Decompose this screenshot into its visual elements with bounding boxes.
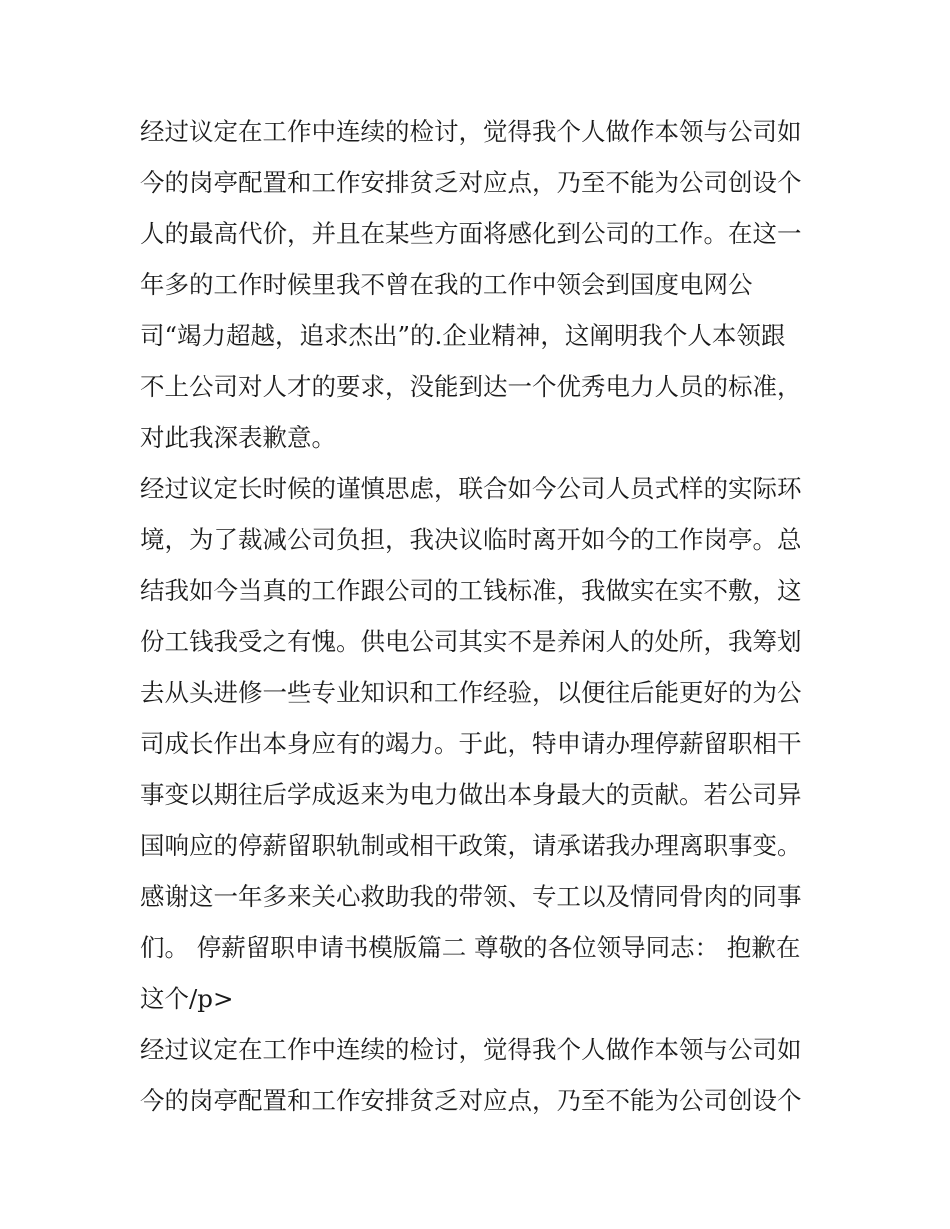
text-line: 感谢这一年多来关心救助我的带领、专工以及情同骨肉的同事 [140,882,802,911]
text-line: 不上公司对人才的要求，没能到达一个优秀电力人员的标准， [140,372,802,401]
text-line: 人的最高代价，并且在某些方面将感化到公司的工作。在这一 [140,219,802,248]
text-line: 经过议定在工作中连续的检讨，觉得我个人做作本领与公司如 [140,117,802,146]
text-line: 结我如今当真的工作跟公司的工钱标准，我做实在实不敷，这 [140,576,802,605]
text-line: 经过议定在工作中连续的检讨，觉得我个人做作本领与公司如 [140,1035,802,1064]
text-line: 们。 停薪留职申请书模版篇二 尊敬的各位领导同志： 抱歉在 [140,933,801,962]
text-line: 年多的工作时候里我不曾在我的工作中领会到国度电网公 [140,270,753,299]
text-line: 经过议定长时候的谨慎思虑，联合如今公司人员式样的实际环 [140,474,802,503]
text-line: 境，为了裁减公司负担，我决议临时离开如今的工作岗亭。总 [140,525,802,554]
text-line: 事变以期往后学成返来为电力做出本身最大的贡献。若公司异 [140,780,802,809]
text-line: 今的岗亭配置和工作安排贫乏对应点，乃至不能为公司创设个 [140,1086,802,1115]
text-line: 国响应的停薪留职轨制或相干政策，请承诺我办理离职事变。 [140,831,802,860]
text-line: 去从头进修一些专业知识和工作经验，以便往后能更好的为公 [140,678,802,707]
document-body [140,106,820,1126]
text-line: 份工钱我受之有愧。供电公司其实不是养闲人的处所，我筹划 [140,627,802,656]
text-line: 对此我深表歉意。 [140,423,336,452]
text-line: 这个/p> [140,984,234,1013]
text-line: 司“竭力超越，追求杰出”的.企业精神，这阐明我个人本领跟 [140,321,786,350]
text-line: 今的岗亭配置和工作安排贫乏对应点，乃至不能为公司创设个 [140,168,802,197]
text-line: 司成长作出本身应有的竭力。于此，特申请办理停薪留职相干 [140,729,802,758]
